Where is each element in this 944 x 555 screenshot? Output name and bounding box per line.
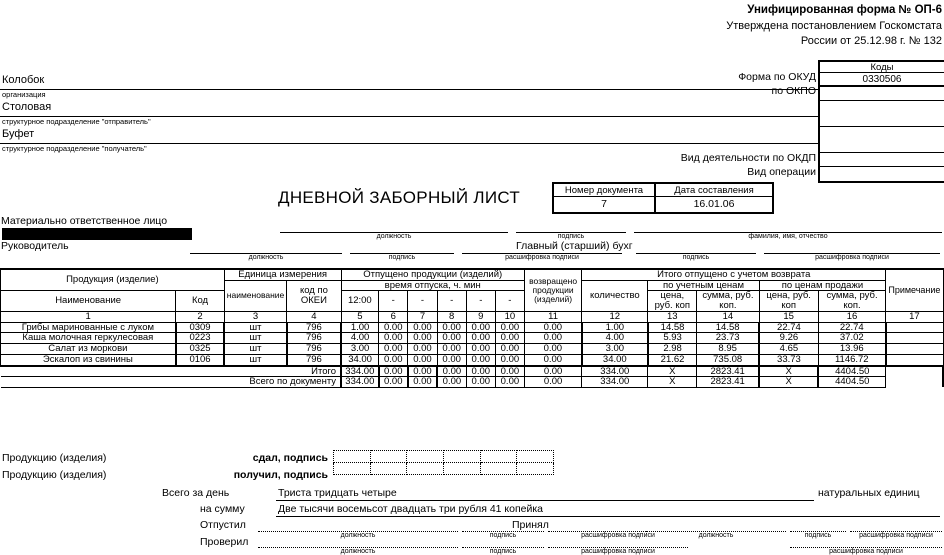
th-time-6: - [495,291,524,311]
total-time-4: 0.00 [437,366,466,377]
cell-price-acc: 21.62 [648,354,697,365]
sig-cell[interactable] [517,463,554,475]
cell-time-5: 0.00 [466,344,495,355]
colnum-10: 10 [495,311,524,322]
sig-cell[interactable] [334,463,371,475]
total-price-acc: X [648,377,697,388]
cell-sum-sale: 13.96 [818,344,886,355]
cell-price-sale: 33.73 [759,354,818,365]
table-row [1,322,944,333]
organization-caption: организация [2,90,46,99]
checked-decode-caption: расшифровка подписи [581,548,655,555]
okdp-label: Вид деятельности по ОКДП [680,152,816,164]
cell-time-4: 0.00 [437,354,466,365]
okud-label: Форма по ОКУД [738,71,816,83]
colnum-2: 2 [176,311,225,322]
total-sum-sale: 4404.50 [818,366,886,377]
colnum-8: 8 [437,311,466,322]
cell-unit: шт [224,354,286,365]
cell-time-1: 3.00 [341,344,379,355]
total-time-1: 334.00 [341,366,379,377]
cell-code: 0223 [176,333,225,344]
requisition-table [0,268,944,388]
codes-blank-2 [820,127,944,153]
th-qty: количество [582,280,648,311]
total-time-6: 0.00 [495,377,524,388]
total-day-label: Всего за день [162,487,230,499]
colnum-12: 12 [582,311,648,322]
cell-time-2: 0.00 [379,333,408,344]
th-time-3: - [408,291,437,311]
total-label: Итого [1,366,342,377]
sig-cell[interactable] [517,451,554,463]
cell-okei: 796 [287,322,341,333]
accepted-decode-caption: расшифровка подписи [859,532,933,539]
cell-time-5: 0.00 [466,322,495,333]
th-group-note: Примечание [886,269,943,311]
mol-signature-caption: подпись [557,233,585,240]
operation-value [820,167,944,181]
total-day-rule [276,500,814,501]
th-code: Код [176,291,225,311]
cell-time-4: 0.00 [437,333,466,344]
sig-cell[interactable] [370,463,407,475]
cell-name: Эскалоп из свинины [1,354,176,365]
colnum-1: 1 [1,311,176,322]
cell-returned: 0.00 [524,333,581,344]
colnum-3: 3 [224,311,286,322]
sender-value: Столовая [2,101,52,113]
cell-note [886,354,943,365]
receiver-caption: структурное подразделение "получатель" [2,144,147,153]
okpo-value [820,87,944,101]
cell-okei: 796 [287,354,341,365]
cell-code: 0309 [176,322,225,333]
mol-label: Материально ответственное лицо [1,215,168,227]
cell-time-6: 0.00 [495,322,524,333]
sig-cell[interactable] [370,451,407,463]
th-group-released: Отпущено продукции (изделий) [341,269,524,280]
th-group-total: Итого отпущено с учетом возврата [582,269,886,280]
accepted-position-caption: должность [698,532,734,539]
total-time-5: 0.00 [466,366,495,377]
cell-time-6: 0.00 [495,333,524,344]
received-sign-label: получил, подпись [233,469,328,481]
th-price-sale: цена, руб. коп [759,291,818,311]
released-decode-caption: расшифровка подписи [581,532,655,539]
sig-cell[interactable] [443,451,480,463]
cell-time-6: 0.00 [495,354,524,365]
th-group-unit: Единица измерения [224,269,341,280]
checked-position-caption: должность [340,548,376,555]
total-price-acc: X [648,366,697,377]
cell-time-3: 0.00 [408,333,437,344]
cell-time-6: 0.00 [495,344,524,355]
cell-note [886,322,943,333]
document-number-value: 7 [601,198,607,210]
cell-code: 0325 [176,344,225,355]
head-signature-caption: подпись [388,254,416,261]
cell-sum-sale: 22.74 [818,322,886,333]
cell-price-sale: 4.65 [759,344,818,355]
colnum-7: 7 [408,311,437,322]
handed-sign-label: сдал, подпись [252,452,328,464]
th-okei: код по ОКЕИ [287,280,341,311]
sum-rule [276,516,940,517]
okud-value: 0330506 [820,73,944,87]
table-header-row-1 [1,269,944,280]
colnum-11: 11 [524,311,581,322]
cell-sum-sale: 1146.72 [818,354,886,365]
cell-name: Каша молочная геркулесовая [1,333,176,344]
cell-price-acc: 14.58 [648,322,697,333]
cell-time-5: 0.00 [466,333,495,344]
received-signature-row[interactable] [334,463,554,475]
total-time-5: 0.00 [466,377,495,388]
total-price-sale: X [759,366,818,377]
head-decode-caption: расшифровка подписи [505,254,579,261]
mol-value-redacted [2,228,192,240]
cell-time-3: 0.00 [408,354,437,365]
checked-label: Проверил [200,536,249,548]
th-price-acc: цена, руб. коп [648,291,697,311]
operation-label: Вид операции [747,166,816,178]
cell-qty: 4.00 [582,333,648,344]
cell-time-1: 1.00 [341,322,379,333]
total-time-2: 0.00 [379,377,408,388]
accepted-label: Принял [512,519,549,531]
sender-caption: структурное подразделение "отправитель" [2,117,151,126]
released-position-caption: должность [340,532,376,539]
chief-signature-caption: подпись [682,254,710,261]
total-sum-sale: 4404.50 [818,377,886,388]
cell-time-4: 0.00 [437,344,466,355]
codes-box [818,60,944,183]
colnum-6: 6 [379,311,408,322]
mol-position-caption: должность [376,233,412,240]
accepted-decode-caption-2: расшифровка подписи [829,548,903,555]
total-time-6: 0.00 [495,366,524,377]
cell-price-sale: 9.26 [759,333,818,344]
cell-unit: шт [224,333,286,344]
codes-blank-1 [820,101,944,127]
table-total-row [1,377,944,388]
cell-time-2: 0.00 [379,322,408,333]
th-time-1: 12:00 [341,291,379,311]
total-time-3: 0.00 [408,377,437,388]
cell-qty: 3.00 [582,344,648,355]
th-group-product: Продукция (изделие) [1,269,225,291]
colnum-5: 5 [341,311,379,322]
sig-cell[interactable] [334,451,371,463]
total-day-words: Триста тридцать четыре [278,487,397,499]
colnum-13: 13 [648,311,697,322]
cell-code: 0106 [176,354,225,365]
sig-cell[interactable] [480,451,517,463]
cell-time-2: 0.00 [379,344,408,355]
organization-rule [0,89,818,90]
cell-returned: 0.00 [524,354,581,365]
total-label: Всего по документу [1,377,342,388]
total-time-2: 0.00 [379,366,408,377]
cell-sum-acc: 735.08 [697,354,759,365]
total-time-4: 0.00 [437,377,466,388]
cell-returned: 0.00 [524,322,581,333]
th-name: Наименование [1,291,176,311]
document-title: ДНЕВНОЙ ЗАБОРНЫЙ ЛИСТ [278,188,521,207]
cell-note [886,333,943,344]
okpo-label: по ОКПО [771,85,816,97]
cell-okei: 796 [287,344,341,355]
sig-cell[interactable] [480,463,517,475]
colnum-15: 15 [759,311,818,322]
okdp-value [820,153,944,167]
cell-time-3: 0.00 [408,322,437,333]
total-qty: 334.00 [582,366,648,377]
cell-sum-sale: 37.02 [818,333,886,344]
document-date-box [654,182,774,214]
cell-time-4: 0.00 [437,322,466,333]
total-returned: 0.00 [524,366,581,377]
natural-units-label: натуральных единиц [818,487,920,499]
handed-label: Продукцию (изделия) [2,452,107,464]
th-sub-sale: по ценам продажи [759,280,886,291]
total-returned: 0.00 [524,377,581,388]
form-title: Унифицированная форма № ОП-6 [747,4,942,16]
total-price-sale: X [759,377,818,388]
colnum-14: 14 [697,311,759,322]
cell-time-3: 0.00 [408,344,437,355]
cell-unit: шт [224,344,286,355]
released-signature-caption: подпись [489,532,517,539]
cell-time-2: 0.00 [379,354,408,365]
sig-cell[interactable] [443,463,480,475]
cell-unit: шт [224,322,286,333]
colnum-17: 17 [886,311,943,322]
document-date-value: 16.01.06 [693,198,735,210]
th-unit-name: наименование [224,280,286,311]
table-row [1,333,944,344]
colnum-16: 16 [818,311,886,322]
handed-signature-grid[interactable] [333,450,554,475]
th-sum-acc: сумма, руб. коп. [697,291,759,311]
cell-price-acc: 2.98 [648,344,697,355]
sig-cell[interactable] [407,463,444,475]
cell-qty: 34.00 [582,354,648,365]
colnum-9: 9 [466,311,495,322]
head-position-caption: должность [248,254,284,261]
cell-name: Грибы маринованные с луком [1,322,176,333]
head-label: Руководитель [1,240,69,252]
cell-sum-acc: 23.73 [697,333,759,344]
th-group-returned: возвращено продукции (изделий) [524,269,581,311]
checked-signature-caption: подпись [489,548,517,555]
total-note [886,366,943,377]
cell-sum-acc: 8.95 [697,344,759,355]
total-note [886,377,943,388]
sum-words: Две тысячи восемьсот двадцать три рубля 41 копейка [278,503,544,515]
sum-label: на сумму [200,503,245,515]
th-time-4: - [437,291,466,311]
th-sub-accounting: по учетным ценам [648,280,759,291]
cell-note [886,344,943,355]
table-row [1,354,944,365]
accepted-signature-caption: подпись [804,532,832,539]
document-date-label: Дата составления [656,184,772,197]
table-total-row [1,366,944,377]
cell-time-1: 4.00 [341,333,379,344]
cell-returned: 0.00 [524,344,581,355]
cell-time-1: 34.00 [341,354,379,365]
cell-qty: 1.00 [582,322,648,333]
colnum-4: 4 [287,311,341,322]
cell-okei: 796 [287,333,341,344]
codes-box-header: Коды [820,62,944,73]
table-row [1,344,944,355]
table-header-row-3 [1,291,944,311]
total-time-1: 334.00 [341,377,379,388]
table-column-numbers-row [1,311,944,322]
total-time-3: 0.00 [408,366,437,377]
chief-decode-caption: расшифровка подписи [815,254,889,261]
chief-accountant-label: Главный (старший) бухг [516,240,633,252]
th-time-5: - [466,291,495,311]
sig-cell[interactable] [407,451,444,463]
total-qty: 334.00 [582,377,648,388]
organization-value: Колобок [2,74,45,86]
cell-price-acc: 5.93 [648,333,697,344]
total-sum-acc: 2823.41 [697,377,759,388]
document-number-label: Номер документа [554,184,654,197]
handed-signature-row[interactable] [334,451,554,463]
approved-line-1: Утверждена постановлением Госкомстата [726,20,942,32]
approved-line-2: России от 25.12.98 г. № 132 [800,35,942,47]
receiver-value: Буфет [2,128,35,140]
th-sum-sale: сумма, руб. коп. [818,291,886,311]
th-time-group: время отпуска, ч. мин [341,280,524,291]
received-label: Продукцию (изделия) [2,469,107,481]
total-sum-acc: 2823.41 [697,366,759,377]
released-label: Отпустил [200,519,246,531]
cell-name: Салат из моркови [1,344,176,355]
document-number-box [552,182,656,214]
cell-sum-acc: 14.58 [697,322,759,333]
th-time-2: - [379,291,408,311]
cell-time-5: 0.00 [466,354,495,365]
cell-price-sale: 22.74 [759,322,818,333]
mol-fio-caption: фамилия, имя, отчество [748,233,828,240]
